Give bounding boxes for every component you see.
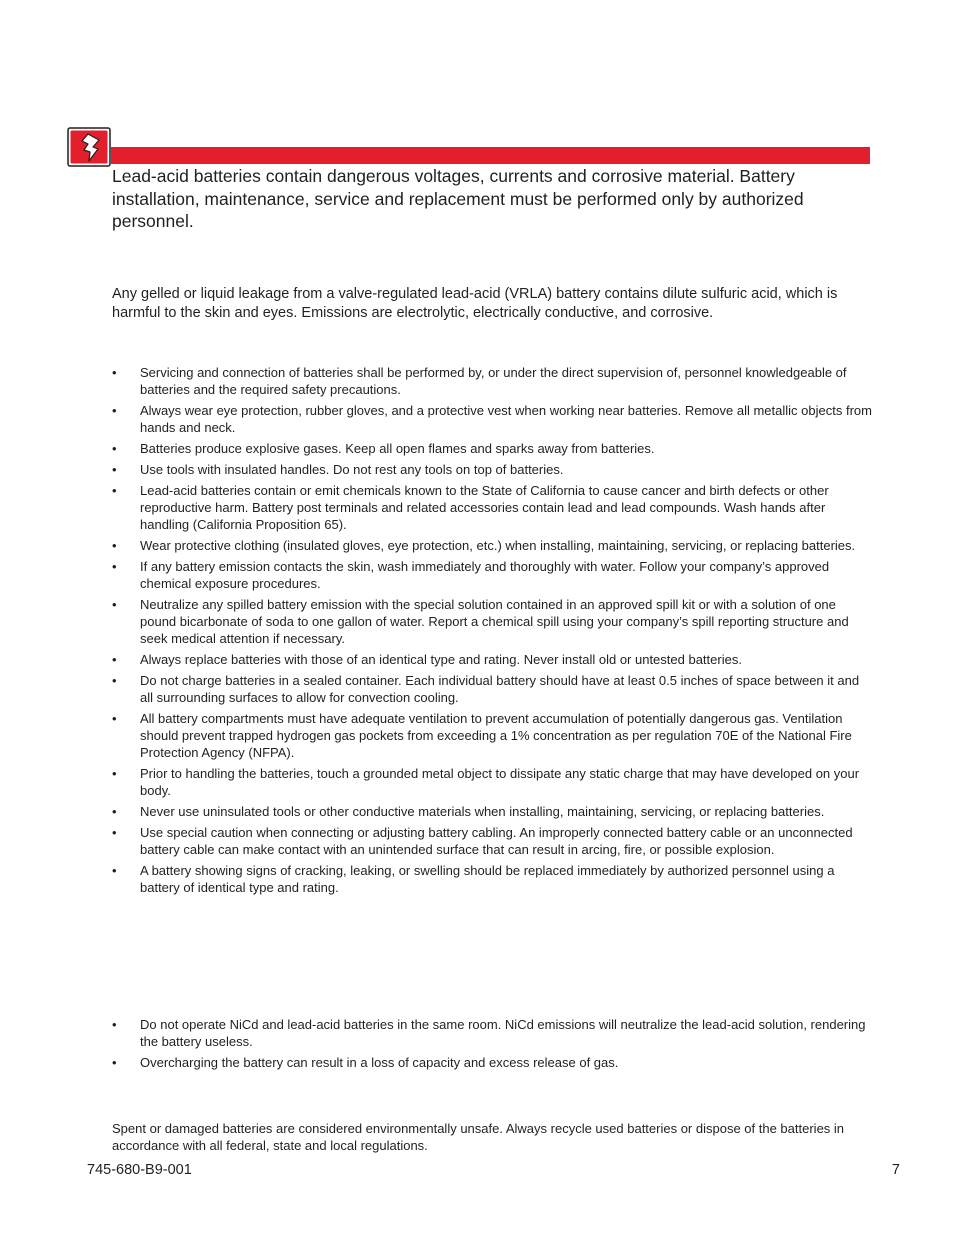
bullet-marker: • [112, 1017, 117, 1032]
list-item [112, 596, 872, 647]
list-item [112, 672, 872, 706]
vrla-leakage-notice: Any gelled or liquid leakage from a valve-regulated lead-acid (VRLA) battery contains dilute sulfuric acid, which is harmful to the skin and eyes. Emissions are electrolytic, electrically conductive, and corrosive. [112, 286, 838, 321]
page-number: 7 [891, 1162, 900, 1178]
list-item-text: Always replace batteries with those of an identical type and rating. Never install old or untested batteries. [140, 652, 742, 667]
bullet-marker: • [112, 804, 117, 819]
list-item-text: Do not operate NiCd and lead-acid batteries in the same room. NiCd emissions will neutralize the lead-acid solution, rendering the battery useless. [140, 1017, 866, 1049]
list-item [112, 558, 872, 592]
list-item [112, 402, 872, 436]
bullet-marker: • [112, 403, 117, 418]
list-item-text: A battery showing signs of cracking, leaking, or swelling should be replaced immediately by authorized personnel using a battery of identical type and rating. [140, 863, 835, 895]
list-item-text: Batteries produce explosive gases. Keep all open flames and sparks away from batteries. [140, 441, 655, 456]
bullet-marker: • [112, 559, 117, 574]
battery-hazard-warning: Lead-acid batteries contain dangerous voltages, currents and corrosive material. Battery installation, maintenance, service and replacement must be performed only by authorized personnel. [112, 166, 804, 231]
list-item-text: Neutralize any spilled battery emission with the special solution contained in an approved spill kit or with a solution of one pound bicarbonate of soda to one gallon of water. Report a chemical spill using your company’s spill reporting structure and seek medical attention if necessary. [140, 597, 849, 646]
list-item [112, 461, 872, 478]
list-item-text: Wear protective clothing (insulated gloves, eye protection, etc.) when installing, maintaining, servicing, or replacing batteries. [140, 538, 856, 553]
list-item [112, 1016, 872, 1050]
list-item-text: Never use uninsulated tools or other conductive materials when installing, maintaining, servicing, or replacing batteries. [140, 804, 825, 819]
list-item-text: Use special caution when connecting or adjusting battery cabling. An improperly connected battery cable or an unconnected battery cable can make contact with an unintended surface that can result in arcing, fire, or possible explosion. [140, 825, 853, 857]
list-item [112, 1054, 872, 1071]
list-item-text: Overcharging the battery can result in a loss of capacity and excess release of gas. [140, 1055, 619, 1070]
document-number: 745-680-B9-001 [87, 1162, 192, 1178]
bullet-marker: • [112, 711, 117, 726]
list-item [112, 482, 872, 533]
list-item-text: If any battery emission contacts the skin, wash immediately and thoroughly with water. Follow your company’s approved chemical exposure procedures. [140, 559, 830, 591]
list-item-text: Always wear eye protection, rubber gloves, and a protective vest when working near batteries. Remove all metallic objects from hands and neck. [140, 403, 872, 435]
warning-header-bar [111, 147, 870, 164]
bullet-marker: • [112, 462, 117, 477]
list-item [112, 651, 872, 668]
bullet-marker: • [112, 673, 117, 688]
bullet-marker: • [112, 597, 117, 612]
bullet-marker: • [112, 365, 117, 380]
bullet-marker: • [112, 538, 117, 553]
bullet-marker: • [112, 652, 117, 667]
bullet-marker: • [112, 863, 117, 878]
list-item [112, 364, 872, 398]
list-item [112, 765, 872, 799]
list-item [112, 862, 872, 896]
bullet-marker: • [112, 483, 117, 498]
list-item-text: All battery compartments must have adequate ventilation to prevent accumulation of potentially dangerous gas. Ventilation should prevent trapped hydrogen gas pockets from exceeding a 1% concentration as per regulation 70E of the National Fire Protection Agency (NFPA). [140, 711, 852, 760]
bullet-marker: • [112, 441, 117, 456]
bullet-marker: • [112, 1055, 117, 1070]
list-item-text: Use tools with insulated handles. Do not rest any tools on top of batteries. [140, 462, 564, 477]
list-item-text: Do not charge batteries in a sealed container. Each individual battery should have at least 0.5 inches of space between it and all surrounding surfaces to allow for convection cooling. [140, 673, 860, 705]
bullet-marker: • [112, 766, 117, 781]
list-item [112, 440, 872, 457]
battery-disposal-notice: Spent or damaged batteries are considered environmentally unsafe. Always recycle used batteries or dispose of the batteries in accordance with all federal, state and local regulations. [112, 1121, 845, 1153]
battery-safety-list [112, 364, 872, 900]
list-item-text: Servicing and connection of batteries shall be performed by, or under the direct supervision of, personnel knowledgeable of batteries and the required safety precautions. [140, 365, 847, 397]
list-item [112, 537, 872, 554]
nicd-safety-list [112, 1016, 872, 1075]
list-item [112, 710, 872, 761]
list-item [112, 824, 872, 858]
electrical-hazard-icon [67, 127, 111, 167]
list-item-text: Prior to handling the batteries, touch a grounded metal object to dissipate any static charge that may have developed on your body. [140, 766, 860, 798]
list-item-text: Lead-acid batteries contain or emit chemicals known to the State of California to cause cancer and birth defects or other reproductive harm. Battery post terminals and related accessories contain lead and lead compounds. Wash hands after handling (California Proposition 65). [140, 483, 829, 532]
bullet-marker: • [112, 825, 117, 840]
list-item [112, 803, 872, 820]
